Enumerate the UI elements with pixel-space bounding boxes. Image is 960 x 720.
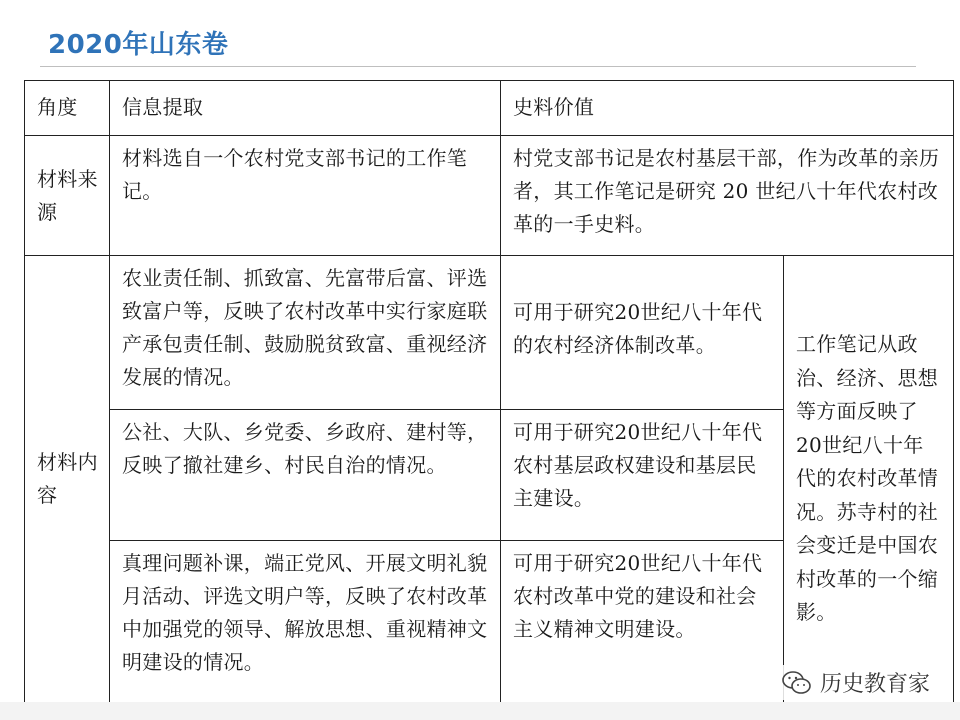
info-content-2: 公社、大队、乡党委、乡政府、建村等，反映了撤社建乡、村民自治的情况。 — [110, 410, 501, 541]
watermark — [778, 665, 934, 700]
value-source: 村党支部书记是农村基层干部，作为改革的亲历者，其工作笔记是研究 20 世纪八十年代农村改革的一手史料。 — [501, 136, 954, 256]
table-row-content-1 — [25, 256, 954, 410]
header-info: 信息提取 — [110, 81, 501, 136]
angle-source: 材料来源 — [25, 136, 110, 256]
watermark-text: 历史教育家 — [819, 672, 930, 697]
value-content-3: 可用于研究20世纪八十年代农村改革中党的建设和社会主义精神文明建设。 — [501, 541, 784, 703]
history-material-table — [24, 80, 954, 703]
table-header-row — [25, 81, 954, 136]
wechat-icon — [782, 670, 812, 696]
info-source: 材料选自一个农村党支部书记的工作笔记。 — [110, 136, 501, 256]
table-row-source — [25, 136, 954, 256]
footer-band — [0, 702, 960, 720]
page-title: 2020年山东卷 — [48, 30, 229, 60]
value-content-2: 可用于研究20世纪八十年代农村基层政权建设和基层民主建设。 — [501, 410, 784, 541]
value-content-1: 可用于研究20世纪八十年代的农村经济体制改革。 — [501, 256, 784, 410]
title-divider — [40, 66, 916, 67]
header-value: 史料价值 — [501, 81, 954, 136]
summary-content: 工作笔记从政治、经济、思想等方面反映了20世纪八十年代的农村改革情况。苏寺村的社会变迁是中国农村改革的一个缩影。 — [784, 256, 954, 703]
angle-content: 材料内容 — [25, 256, 110, 703]
info-content-1: 农业责任制、抓致富、先富带后富、评选致富户等，反映了农村改革中实行家庭联产承包责任制、鼓励脱贫致富、重视经济发展的情况。 — [110, 256, 501, 410]
header-angle: 角度 — [25, 81, 110, 136]
info-content-3: 真理问题补课，端正党风、开展文明礼貌月活动、评选文明户等，反映了农村改革中加强党的领导、解放思想、重视精神文明建设的情况。 — [110, 541, 501, 703]
